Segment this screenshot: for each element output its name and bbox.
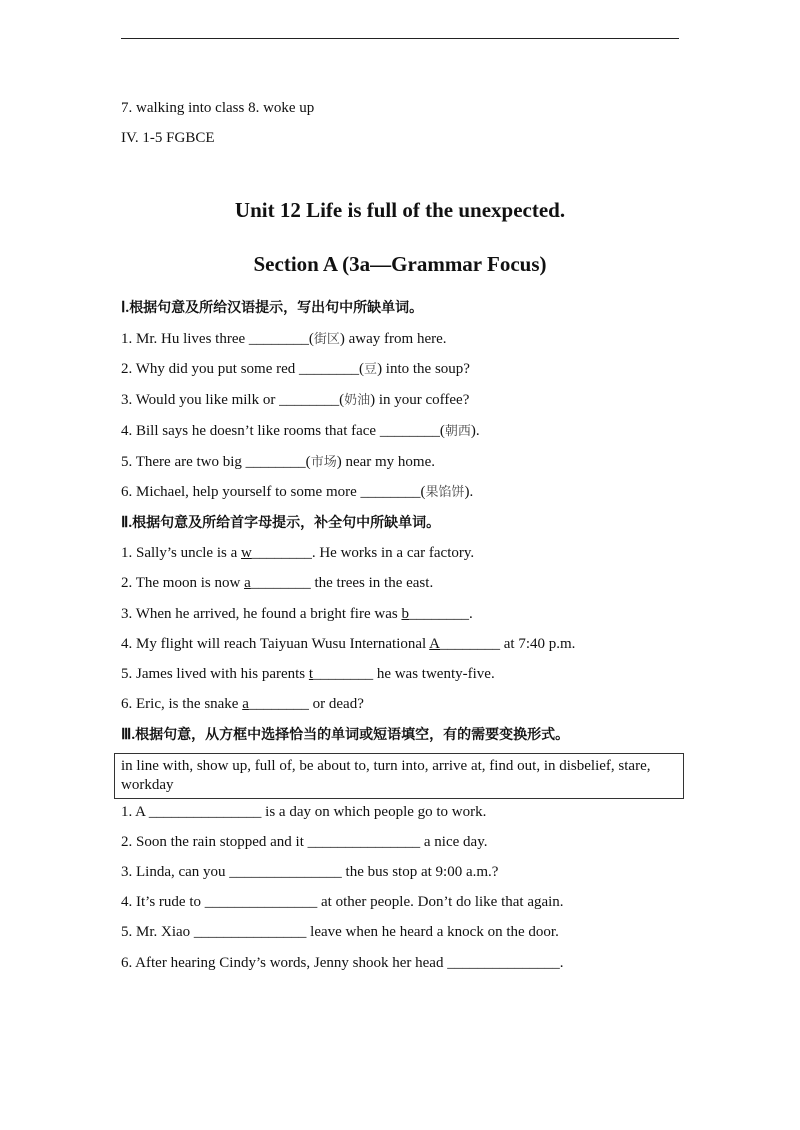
part3-question: 1. A _______________ is a day on which people go to work. [121, 804, 487, 820]
part1-question: 2. Why did you put some red ________(豆) into the soup? [121, 361, 470, 377]
initial-letter: a [242, 696, 249, 712]
part3-question: 3. Linda, can you _______________ the bus stop at 9:00 a.m.? [121, 864, 499, 880]
unit-title: Unit 12 Life is full of the unexpected. [234, 198, 566, 222]
part1-question: 1. Mr. Hu lives three ________(街区) away from here. [121, 331, 447, 347]
chinese-hint: 果馅饼 [425, 485, 465, 500]
part3-instruction: 根据句意，从方框中选择恰当的单词或短语填空，有的需要变换形式。 [135, 727, 570, 743]
part3-numeral: Ⅲ. [121, 727, 136, 743]
part1-question: 4. Bill says he doesn’t like rooms that face ________(朝西). [121, 423, 480, 439]
part3-question: 2. Soon the rain stopped and it _______________ a nice day. [121, 834, 488, 850]
part1-question: 3. Would you like milk or ________(奶油) in your coffee? [121, 392, 470, 408]
part1-question: 5. There are two big ________(市场) near my home. [121, 454, 436, 470]
part2-numeral: Ⅱ. [121, 515, 133, 531]
part3-question: 5. Mr. Xiao _______________ leave when he heard a knock on the door. [121, 924, 559, 940]
part1-heading [121, 298, 423, 317]
part1-instruction: 根据句意及所给汉语提示，写出句中所缺单词。 [129, 300, 424, 316]
part1-question: 6. Michael, help yourself to some more ________(果馅饼). [121, 484, 474, 500]
chinese-hint: 街区 [313, 332, 340, 347]
part2-question: 1. Sally’s uncle is a w________. He works in a car factory. [121, 545, 475, 561]
part3-heading [121, 725, 569, 744]
section-title: Section A (3a—Grammar Focus) [253, 252, 547, 276]
part2-question: 6. Eric, is the snake a________ or dead? [121, 696, 364, 712]
part2-heading [121, 513, 440, 532]
chinese-hint: 朝西 [444, 424, 471, 439]
part2-question: 2. The moon is now a________ the trees in the east. [121, 575, 434, 591]
initial-letter: A [429, 636, 440, 652]
previous-answer-line: IV. 1-5 FGBCE [121, 130, 215, 146]
part2-instruction: 根据句意及所给首字母提示，补全句中所缺单词。 [132, 515, 441, 531]
part2-question: 3. When he arrived, he found a bright fire was b________. [121, 606, 473, 622]
initial-letter: w [241, 545, 252, 561]
initial-letter: t [308, 666, 314, 682]
word-bank-box: in line with, show up, full of, be about to, turn into, arrive at, find out, in disbelief, stare, workday [114, 753, 684, 799]
header-rule [121, 38, 679, 39]
part2-question: 4. My flight will reach Taiyuan Wusu International A________ at 7:40 p.m. [121, 636, 576, 652]
initial-letter: a [244, 575, 251, 591]
initial-letter: b [401, 606, 409, 622]
chinese-hint: 豆 [364, 362, 378, 377]
part3-question: 4. It’s rude to _______________ at other people. Don’t do like that again. [121, 894, 564, 910]
part2-question: 5. James lived with his parents t________ he was twenty-five. [121, 666, 495, 682]
chinese-hint: 奶油 [344, 393, 371, 408]
part1-numeral: Ⅰ. [121, 300, 130, 316]
previous-answer-line: 7. walking into class 8. woke up [121, 100, 315, 116]
chinese-hint: 市场 [310, 455, 337, 470]
part3-question: 6. After hearing Cindy’s words, Jenny shook her head _______________. [121, 955, 564, 971]
